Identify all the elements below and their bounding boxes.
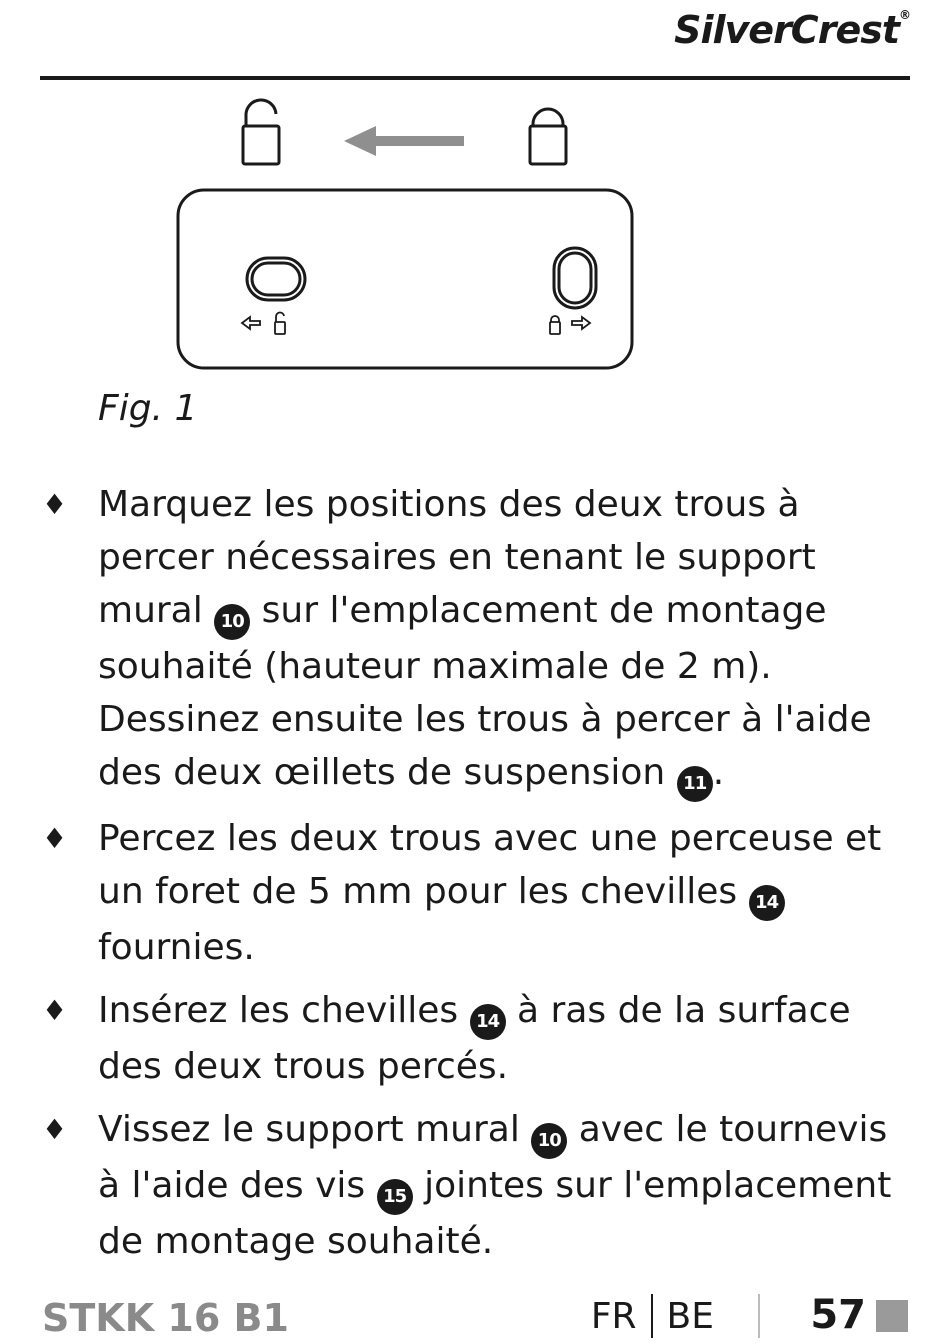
- language-separator: [651, 1294, 653, 1338]
- part-number-marker: 10: [214, 604, 250, 640]
- language-code-be: BE: [666, 1295, 714, 1337]
- instruction-item: [40, 478, 920, 802]
- instruction-text: .: [712, 752, 725, 793]
- diamond-bullet-icon: ♦: [42, 994, 68, 1027]
- instruction-text: fournies.: [98, 927, 255, 968]
- instruction-text: sur l'emplacement de montage souhaité (hauteur maximale de 2 m). Dessinez ensuite les trous à percer à l'aide des deux œillets de suspension: [98, 590, 872, 793]
- diamond-bullet-icon: ♦: [42, 1113, 68, 1146]
- instruction-text: Insérez les chevilles: [98, 990, 470, 1031]
- page-header: [40, 0, 910, 80]
- instruction-text: Marquez les positions des deux trous à percer nécessaires en tenant le support mural: [98, 484, 816, 631]
- diamond-bullet-icon: ♦: [42, 488, 68, 521]
- model-number: STKK 16 B1: [42, 1296, 289, 1340]
- instruction-item: [40, 812, 920, 974]
- brand-logo: SilverCrest®: [674, 8, 910, 52]
- part-number-marker: 14: [749, 885, 785, 921]
- page-number: 57: [810, 1292, 866, 1338]
- figure-caption: Fig. 1: [98, 388, 198, 429]
- locked-padlock-icon: [530, 109, 566, 164]
- wall-mount-diagram: [170, 96, 640, 376]
- instruction-item: [40, 984, 920, 1093]
- part-number-marker: 15: [377, 1179, 413, 1215]
- arrow-left-icon: [344, 126, 464, 156]
- page-footer: [40, 1290, 910, 1342]
- language-code-fr: FR: [590, 1295, 637, 1337]
- page-marker-square: [876, 1300, 908, 1332]
- part-number-marker: 10: [531, 1123, 567, 1159]
- footer-divider: [758, 1294, 760, 1338]
- diamond-bullet-icon: ♦: [42, 822, 68, 855]
- instruction-text: jointes sur l'emplacement de montage souhaité.: [98, 1165, 892, 1262]
- instruction-text: avec le tournevis à l'aide des vis: [98, 1109, 888, 1206]
- instruction-text: à ras de la surface des deux trous percés.: [98, 990, 851, 1087]
- part-number-marker: 11: [677, 766, 713, 802]
- instruction-text: Percez les deux trous avec une perceuse et un foret de 5 mm pour les chevilles: [98, 818, 882, 912]
- instruction-text: Vissez le support mural: [98, 1109, 532, 1150]
- instruction-list: [40, 478, 920, 1278]
- language-codes: [591, 1294, 714, 1338]
- figure-wall-mount: [170, 96, 640, 376]
- unlocked-padlock-icon: [243, 100, 279, 164]
- part-number-marker: 14: [470, 1004, 506, 1040]
- instruction-item: [40, 1103, 920, 1268]
